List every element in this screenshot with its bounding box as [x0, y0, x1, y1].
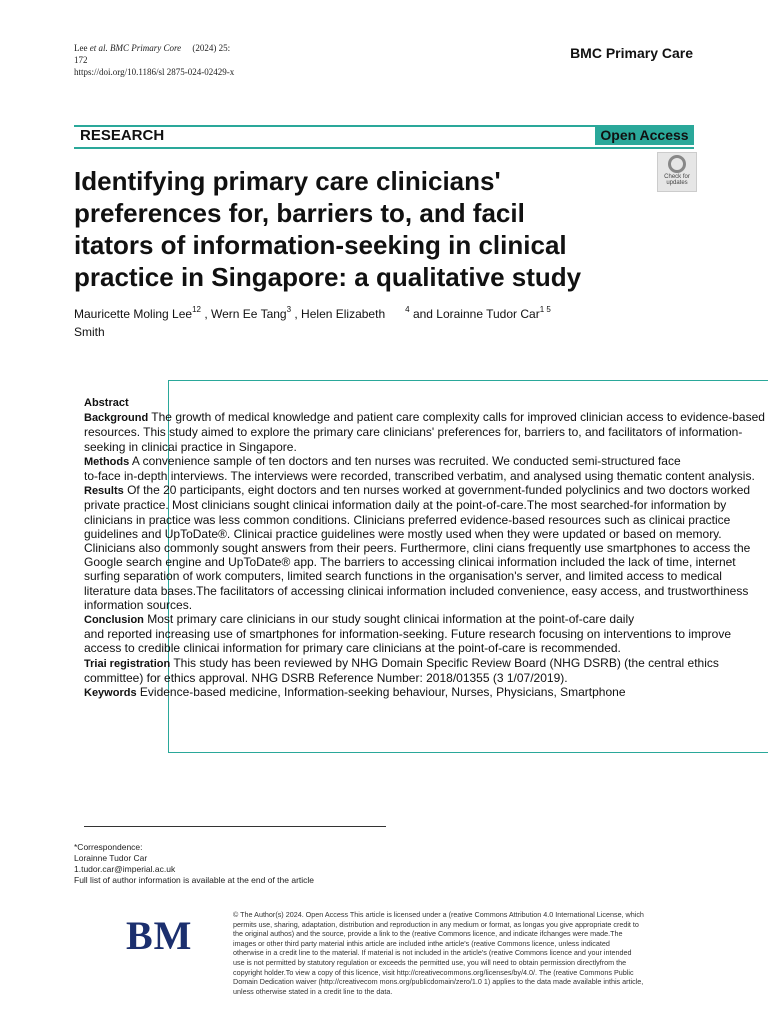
author-affiliation: 2	[196, 305, 201, 314]
journal-name: BMC Primary Care	[570, 45, 693, 61]
section-label: RESEARCH	[80, 127, 165, 144]
correspondence-label: *Correspondence:	[74, 842, 143, 852]
abstract	[84, 395, 768, 700]
correspondence-block	[74, 842, 314, 886]
abstract-text: committee) for ethics approval. NHG DSRB Reference Number: 2018/01355 (3 1/07/2019).	[84, 670, 568, 685]
license-line: unless otherwise stated in a credit line to the data.	[233, 986, 393, 996]
abstract-text: seeking in clinicai practice in Singapore.	[84, 439, 297, 454]
check-for-updates-button[interactable]	[657, 152, 697, 192]
abstract-line	[84, 685, 768, 700]
title-line: Identifying primary care clinicians'	[74, 166, 501, 196]
abstract-line	[84, 569, 768, 583]
license-line: the original authos) and the source, provide a link to the (reative Commons licence, and indicate ifchanges were made.The	[233, 929, 623, 939]
abstract-text: private practice. Most clinicians sought clinicai information daily at the point-of-care.The most searched-for information by	[84, 498, 727, 513]
abstract-line	[84, 498, 768, 512]
abstract-line	[84, 641, 768, 655]
author-name[interactable]: Smith	[74, 325, 105, 339]
correspondence-name: Lorainne Tudor Car	[74, 853, 148, 863]
footnote-separator	[84, 826, 386, 827]
correspondence-email[interactable]: 1.tudor.car@imperial.ac.uk	[74, 864, 176, 874]
abstract-section-label: Triai registration	[84, 657, 171, 670]
author-affiliation: 3	[286, 305, 292, 314]
abstract-line	[84, 627, 768, 641]
citation-year: (2024) 25:	[192, 43, 231, 53]
abstract-text: and reported increasing use of smartphones for information-seeking. Future research focusing on interventions to improve	[84, 627, 732, 642]
abstract-text: This study has been reviewed by NHG Domain Specific Review Board (NHG DSRB) (the central ethics	[170, 655, 719, 670]
license-line: use is not permitted by statutory regulation or exceeds the permitted use, you will need to obtain permission directlyfrom the	[233, 957, 627, 967]
abstract-line	[84, 469, 768, 483]
title-line: preferences for, barriers to, and facil	[74, 198, 525, 228]
abstract-text: A convenience sample of ten doctors and ten nurses was recruited. We conducted semi-structured face	[129, 453, 681, 468]
license-line: images or other third party material inthis article are included inthe article's (reative Commons licence, unless indicated	[233, 938, 610, 948]
abstract-line	[84, 584, 768, 598]
author-affiliation: 1	[192, 305, 197, 314]
abstract-text: guidelines and UpToDate®. Clinicai practice guidelines were mostly used when they were updated or based on memory.	[84, 526, 722, 541]
abstract-line	[84, 410, 768, 425]
abstract-text: information sources.	[84, 597, 193, 612]
abstract-line	[84, 598, 768, 612]
citation-line	[74, 42, 234, 54]
author-name[interactable]: and Lorainne Tudor Car	[412, 307, 540, 321]
abstract-section-label: Conclusion	[84, 614, 144, 627]
open-access-badge: Open Access	[595, 125, 694, 145]
abstract-text: literature data bases.The facilitators of accessing clinicai information included convenience, easy access, and trustworthiness	[84, 583, 749, 598]
license-line: permits use, sharing, adaptation, distribution and reproduction in any medium or format, as longas you give appropriate credit to	[233, 919, 639, 929]
abstract-line	[84, 483, 768, 498]
abstract-section-label: Results	[84, 485, 124, 498]
abstract-line	[84, 656, 768, 671]
abstract-text: clinicians in practice was less common conditions. Clinicians preferred evidence-based resources such as clinicai practice	[84, 512, 731, 527]
abstract-line	[84, 671, 768, 685]
title-line: practice in Singapore: a qualitative study	[74, 262, 582, 292]
citation-authors: Lee	[74, 43, 90, 53]
abstract-text: Of the 20 participants, eight doctors and ten nurses worked at government-funded polyclinics and two doctors worked	[123, 483, 751, 498]
title-line: itators of information-seeking in clinical	[74, 230, 567, 260]
license-line: © The Author(s) 2024. Open Access This article is licensed under a (reative Commons Attribution 4.0 International License, which	[233, 910, 644, 919]
abstract-text: The growth of medical knowledge and patient care complexity calls for improved clinician access to evidence-based	[148, 410, 765, 425]
author-name[interactable]: Mauricette Moling Lee	[74, 307, 193, 321]
abstract-line	[84, 440, 768, 454]
abstract-section-label: Methods	[84, 455, 130, 468]
author-name[interactable]: , Wern Ee Tang	[204, 307, 287, 321]
license-line: Domain Dedication waiver (http://creativecom mons.org/publicdomain/zero/1.0 1) applies to the data made available inthis article,	[233, 977, 644, 987]
author-affiliation: 1 5	[539, 305, 551, 314]
update-icon	[668, 155, 686, 173]
abstract-text: access to credible clinicai information for primary care clinicians at the point-of-care is recommended.	[84, 641, 621, 656]
publisher-logo: BM	[126, 913, 193, 958]
abstract-frame-top	[168, 380, 768, 381]
abstract-line	[84, 555, 768, 569]
license-text	[233, 910, 703, 996]
abstract-text: surfing separation of work computers, limited search functions in the organisation's server, and limited access to medical	[84, 569, 722, 584]
abstract-text: Most primary care clinicians in our study sought clinicai information at the point-of-care daily	[143, 612, 635, 627]
abstract-text: resources. This study aimed to explore the primary care clinicians' preferences for, barriers to, and facilitators of information-	[84, 425, 743, 440]
author-list	[74, 306, 634, 340]
abstract-text: Clinicians also commonly sought answers from their peers. Furthermore, clini cians frequently use smartphones to access the	[84, 541, 751, 556]
abstract-line	[84, 454, 768, 469]
abstract-heading: Abstract	[84, 397, 129, 409]
abstract-line	[84, 425, 768, 439]
citation-block	[74, 42, 234, 78]
abstract-line	[84, 513, 768, 527]
doi-link[interactable]: https://doi.org/10.1186/sl 2875-024-02429-x	[74, 67, 235, 77]
license-line: copyright holder.To view a copy of this licence, visit http://creativecommons.org/licenses/by/4.0/. The (reative Commons Public	[233, 967, 634, 977]
citation-pages: 172	[74, 55, 88, 65]
abstract-frame-bottom	[168, 752, 768, 753]
abstract-text: to-face in-depth interviews. The interviews were recorded, transcribed verbatim, and analysed using thematic content analysis.	[84, 469, 755, 484]
citation-journal: et al. BMC Primary Core	[89, 43, 182, 53]
abstract-line	[84, 527, 768, 541]
author-info-note: Full list of author information is available at the end of the article	[74, 875, 315, 885]
license-line: otherwise in a credit line to the material. If material is not included in the article's (reative Commons licence and your intended	[233, 948, 632, 958]
abstract-section-label: Keywords	[84, 687, 137, 700]
abstract-line	[84, 612, 768, 627]
abstract-section-label: Background	[84, 412, 149, 425]
article-title	[74, 165, 634, 293]
author-name[interactable]: , Helen Elizabeth	[294, 307, 386, 321]
author-affiliation: 4	[405, 305, 410, 314]
abstract-line	[84, 541, 768, 555]
abstract-text: Evidence-based medicine, Information-seeking behaviour, Nurses, Physicians, Smartphone	[136, 685, 626, 700]
abstract-text: Google search engine and UpToDate® app. The barriers to accessing clinicai information included the lack of time, internet	[84, 555, 736, 570]
check-updates-label: Check for updates	[664, 174, 690, 186]
